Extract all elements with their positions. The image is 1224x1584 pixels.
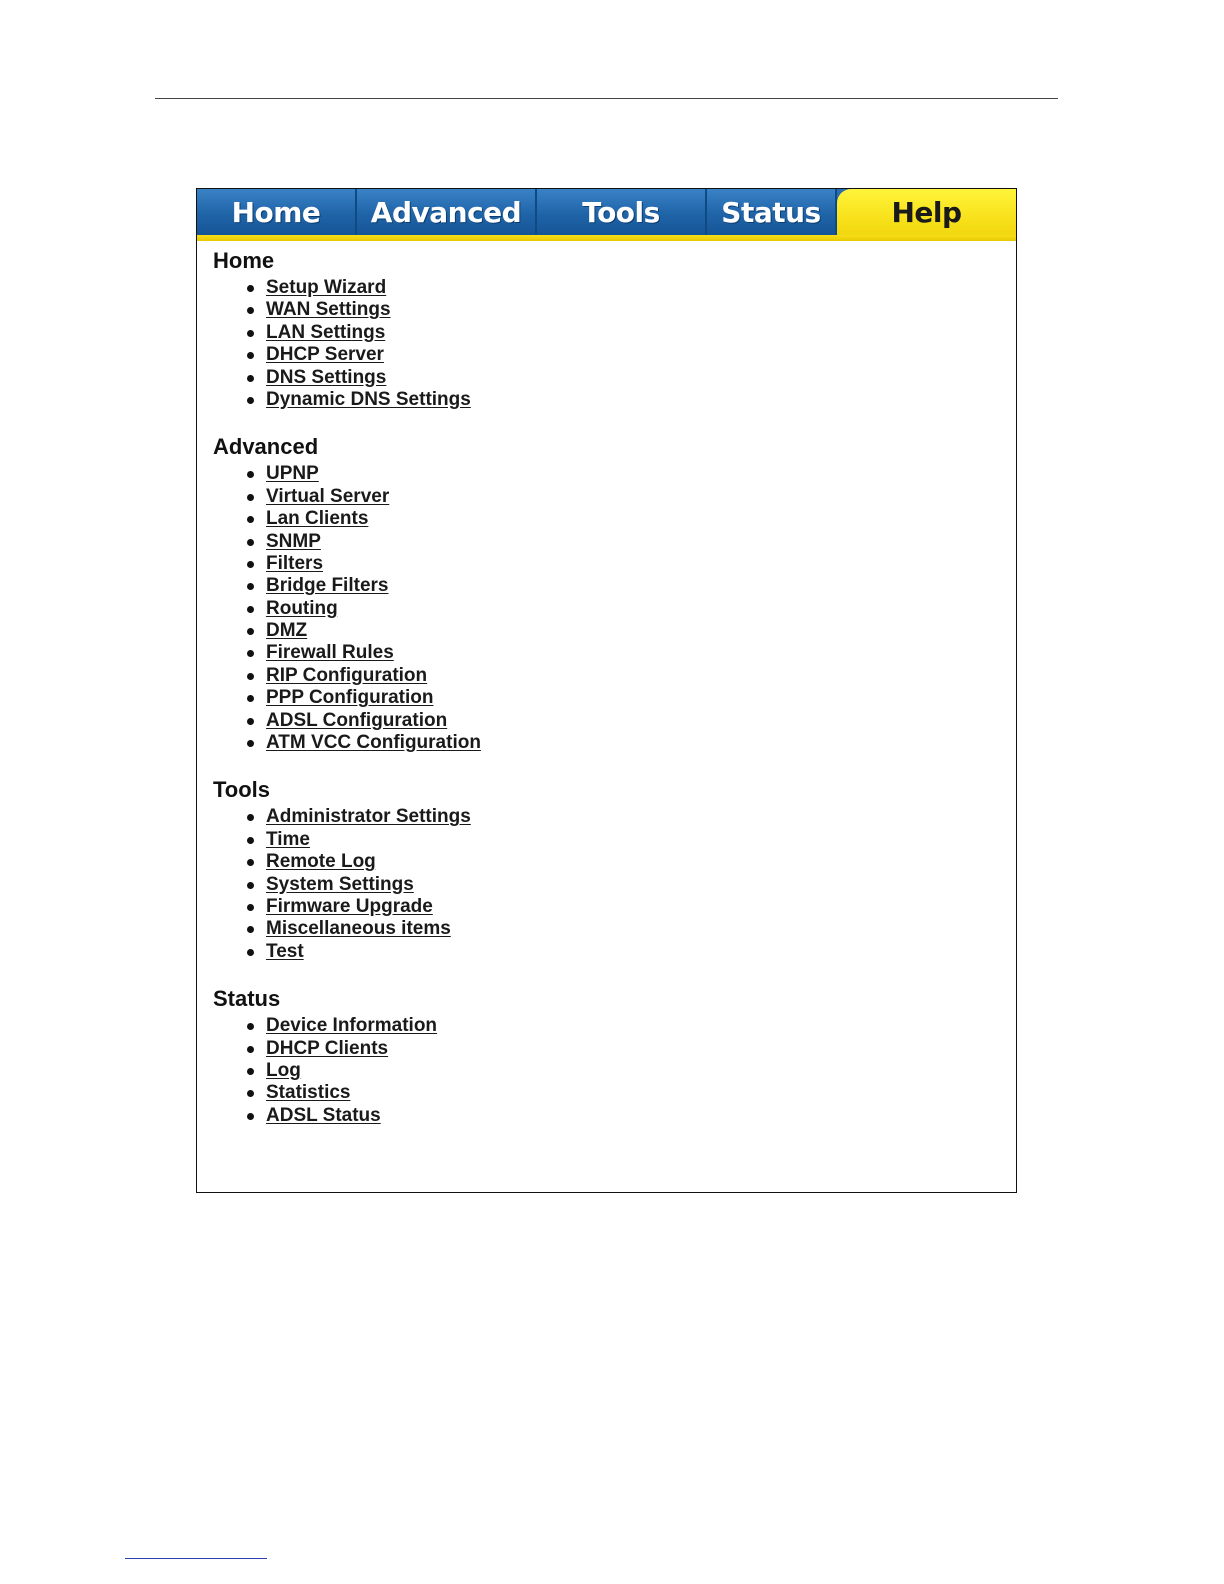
bullet-icon xyxy=(247,516,254,523)
bullet-icon xyxy=(247,837,254,844)
bullet-icon xyxy=(247,650,254,657)
link-time[interactable]: Time xyxy=(266,828,311,850)
link-dmz[interactable]: DMZ xyxy=(266,620,308,642)
list-item xyxy=(243,299,993,321)
bullet-icon xyxy=(247,718,254,725)
list-item xyxy=(243,829,993,851)
list-item xyxy=(243,389,993,411)
link-device-information[interactable]: Device Information xyxy=(266,1015,438,1037)
list-item xyxy=(243,687,993,709)
section-title-tools: Tools xyxy=(213,777,271,803)
bullet-icon xyxy=(247,904,254,911)
link-statistics[interactable]: Statistics xyxy=(266,1082,351,1104)
list-item xyxy=(243,874,993,896)
list-item xyxy=(243,531,993,553)
link-filters[interactable]: Filters xyxy=(266,552,324,574)
list-item xyxy=(243,665,993,687)
bullet-icon xyxy=(247,1023,254,1030)
bullet-icon xyxy=(247,1068,254,1075)
list-item xyxy=(243,1038,993,1060)
link-miscellaneous-items[interactable]: Miscellaneous items xyxy=(266,918,451,940)
list-item xyxy=(243,575,993,597)
bullet-icon xyxy=(247,859,254,866)
bullet-icon xyxy=(247,740,254,747)
link-rip-configuration[interactable]: RIP Configuration xyxy=(266,664,428,686)
bullet-icon xyxy=(247,583,254,590)
tab-help[interactable]: Help xyxy=(837,189,1016,241)
bullet-icon xyxy=(247,471,254,478)
list-item xyxy=(243,642,993,664)
list-item xyxy=(243,732,993,754)
tab-home[interactable]: Home xyxy=(197,189,357,235)
bullet-icon xyxy=(247,352,254,359)
help-section-status xyxy=(213,987,993,1127)
list-item xyxy=(243,1060,993,1082)
home-link-list xyxy=(213,277,993,411)
link-firmware-upgrade[interactable]: Firmware Upgrade xyxy=(266,895,433,917)
help-section-tools xyxy=(213,778,993,963)
link-wan-settings[interactable]: WAN Settings xyxy=(266,299,391,321)
section-title-home: Home xyxy=(213,248,275,273)
advanced-link-list xyxy=(213,463,993,754)
bullet-icon xyxy=(247,1046,254,1053)
link-adsl-configuration[interactable]: ADSL Configuration xyxy=(266,709,448,731)
tab-advanced[interactable]: Advanced xyxy=(357,189,537,235)
link-lan-clients[interactable]: Lan Clients xyxy=(266,508,369,530)
bullet-icon xyxy=(247,539,254,546)
link-setup-wizard[interactable]: Setup Wizard xyxy=(266,277,387,298)
bullet-icon xyxy=(247,375,254,382)
bullet-icon xyxy=(247,882,254,889)
link-atm-vcc-configuration[interactable]: ATM VCC Configuration xyxy=(266,732,481,754)
bullet-icon xyxy=(247,561,254,568)
footnote-rule xyxy=(125,1558,267,1559)
link-virtual-server[interactable]: Virtual Server xyxy=(266,485,390,507)
list-item xyxy=(243,277,993,299)
link-snmp[interactable]: SNMP xyxy=(266,530,321,552)
tools-link-list xyxy=(213,806,993,963)
link-remote-log[interactable]: Remote Log xyxy=(266,851,376,873)
list-item xyxy=(243,486,993,508)
link-dhcp-server[interactable]: DHCP Server xyxy=(266,344,384,366)
list-item xyxy=(243,598,993,620)
bullet-icon xyxy=(247,1090,254,1097)
help-section-advanced xyxy=(213,435,993,754)
bullet-icon xyxy=(247,673,254,680)
link-lan-settings[interactable]: LAN Settings xyxy=(266,321,386,343)
help-section-home xyxy=(213,249,993,411)
list-item xyxy=(243,941,993,963)
list-item xyxy=(243,463,993,485)
link-dynamic-dns-settings[interactable]: Dynamic DNS Settings xyxy=(266,388,471,410)
link-dns-settings[interactable]: DNS Settings xyxy=(266,366,387,388)
bullet-icon xyxy=(247,695,254,702)
bullet-icon xyxy=(247,397,254,404)
section-title-advanced: Advanced xyxy=(213,434,319,460)
bullet-icon xyxy=(247,494,254,501)
tab-status[interactable]: Status xyxy=(707,189,837,235)
bullet-icon xyxy=(247,330,254,337)
link-routing[interactable]: Routing xyxy=(266,597,338,619)
link-adsl-status[interactable]: ADSL Status xyxy=(266,1104,381,1126)
list-item xyxy=(243,344,993,366)
link-firewall-rules[interactable]: Firewall Rules xyxy=(266,642,394,664)
tab-bar-underline xyxy=(197,235,1016,241)
link-ppp-configuration[interactable]: PPP Configuration xyxy=(266,687,434,709)
list-item xyxy=(243,508,993,530)
link-upnp[interactable]: UPNP xyxy=(266,463,319,485)
list-item xyxy=(243,1082,993,1104)
bullet-icon xyxy=(247,926,254,933)
main-tab-bar xyxy=(197,189,1016,241)
link-system-settings[interactable]: System Settings xyxy=(266,873,414,895)
link-log[interactable]: Log xyxy=(266,1059,301,1081)
bullet-icon xyxy=(247,285,254,292)
list-item xyxy=(243,851,993,873)
list-item xyxy=(243,367,993,389)
link-bridge-filters[interactable]: Bridge Filters xyxy=(266,575,389,597)
list-item xyxy=(243,710,993,732)
list-item xyxy=(243,553,993,575)
link-administrator-settings[interactable]: Administrator Settings xyxy=(266,806,471,828)
bullet-icon xyxy=(247,814,254,821)
list-item xyxy=(243,1105,993,1127)
tab-tools[interactable]: Tools xyxy=(537,189,707,235)
bullet-icon xyxy=(247,628,254,635)
bullet-icon xyxy=(247,606,254,613)
list-item xyxy=(243,620,993,642)
section-title-status: Status xyxy=(213,986,281,1012)
bullet-icon xyxy=(247,1113,254,1120)
link-test[interactable]: Test xyxy=(266,940,304,962)
link-dhcp-clients[interactable]: DHCP Clients xyxy=(266,1037,389,1059)
page-header-rule xyxy=(155,98,1058,99)
help-window xyxy=(196,188,1017,1193)
list-item xyxy=(243,918,993,940)
bullet-icon xyxy=(247,949,254,956)
list-item xyxy=(243,806,993,828)
list-item xyxy=(243,896,993,918)
list-item xyxy=(243,322,993,344)
help-content xyxy=(213,249,993,1127)
list-item xyxy=(243,1015,993,1037)
status-link-list xyxy=(213,1015,993,1127)
bullet-icon xyxy=(247,307,254,314)
